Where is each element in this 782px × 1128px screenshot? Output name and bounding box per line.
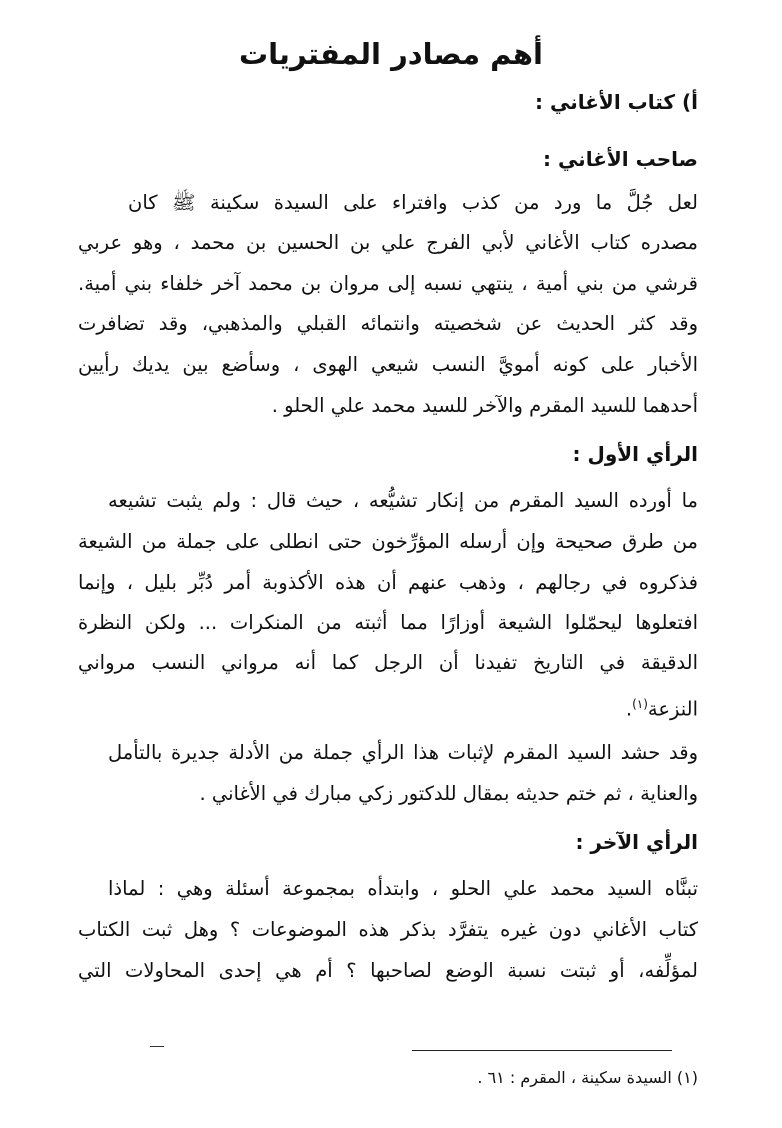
footnote: (١) السيدة سكينة ، المقرم : ٦١ . bbox=[477, 1068, 698, 1087]
paragraph-line: والعناية ، ثم ختم حديثه بمقال للدكتور زكي مبارك في الأغاني . bbox=[199, 782, 698, 805]
paragraph-line: قرشي من بني أمية ، ينتهي نسبه إلى مروان بن محمد آخر خلفاء بني أمية. bbox=[78, 272, 698, 295]
paragraph-line: لمؤلِّفه، أو ثبتت نسبة الوضع لصاحبها ؟ أم هي إحدى المحاولات التي bbox=[78, 959, 698, 982]
paragraph-line: تبنَّاه السيد محمد علي الحلو ، وابتدأه بمجموعة أسئلة وهي : لماذا bbox=[108, 877, 698, 900]
paragraph-line: من طرق صحيحة وإن أرسله المؤرِّخون حتى انطلى على جملة من الشيعة bbox=[78, 530, 698, 553]
paragraph-line: فذكروه في رجالهم ، وذهب عنهم أن هذه الأكذوبة أمر دُبِّر بليل ، وإنما bbox=[78, 571, 698, 594]
author-heading: صاحب الأغاني : bbox=[542, 147, 698, 171]
paragraph-line: كتاب الأغاني دون غيره يتفرَّد بذكر هذه الموضوعات ؟ وهل ثبت الكتاب bbox=[78, 918, 698, 941]
paragraph-last-line bbox=[78, 684, 698, 724]
paragraph-line: أحدهما للسيد المقرم والآخر للسيد محمد علي الحلو . bbox=[271, 394, 698, 417]
paragraph-line: مصدره كتاب الأغاني لأبي الفرج علي بن الحسين بن محمد ، وهو عربي bbox=[78, 231, 698, 254]
section-a-heading: أ) كتاب الأغاني : bbox=[535, 90, 698, 114]
opinion1-heading: الرأي الأول : bbox=[572, 442, 698, 466]
paragraph-line: افتعلوها ليحمّلوا الشيعة أوزارًا مما أثبته من المنكرات ... ولكن النظرة bbox=[78, 611, 698, 634]
paragraph-line: لعل جُلَّ ما ورد من كذب وافتراء على السيدة سكينة ﷺ كان bbox=[128, 191, 698, 214]
stray-mark bbox=[150, 1046, 164, 1047]
paragraph-line: وقد حشد السيد المقرم لإثبات هذا الرأي جملة من الأدلة جديرة بالتأمل bbox=[108, 741, 698, 764]
paragraph-text: النزعة bbox=[647, 697, 698, 721]
footnote-ref: (١) bbox=[632, 697, 648, 711]
period: . bbox=[625, 697, 633, 721]
paragraph-line: وقد كثر الحديث عن شخصيته وانتمائه القبلي والمذهبي، وقد تضافرت bbox=[78, 312, 698, 335]
paragraph-line: الأخبار على كونه أمويَّ النسب شيعي الهوى ، وسأضع بين يديك رأيين bbox=[78, 353, 698, 376]
opinion2-heading: الرأي الآخر : bbox=[575, 830, 698, 854]
paragraph-line: ما أورده السيد المقرم من إنكار تشيُّعه ، حيث قال : ولم يثبت تشيعه bbox=[108, 489, 698, 512]
page-title: أهم مصادر المفتريات bbox=[239, 37, 543, 71]
footnote-divider bbox=[412, 1050, 672, 1051]
paragraph-line: الدقيقة في التاريخ تفيدنا أن الرجل كما أنه مرواني النسب مرواني bbox=[78, 651, 698, 674]
